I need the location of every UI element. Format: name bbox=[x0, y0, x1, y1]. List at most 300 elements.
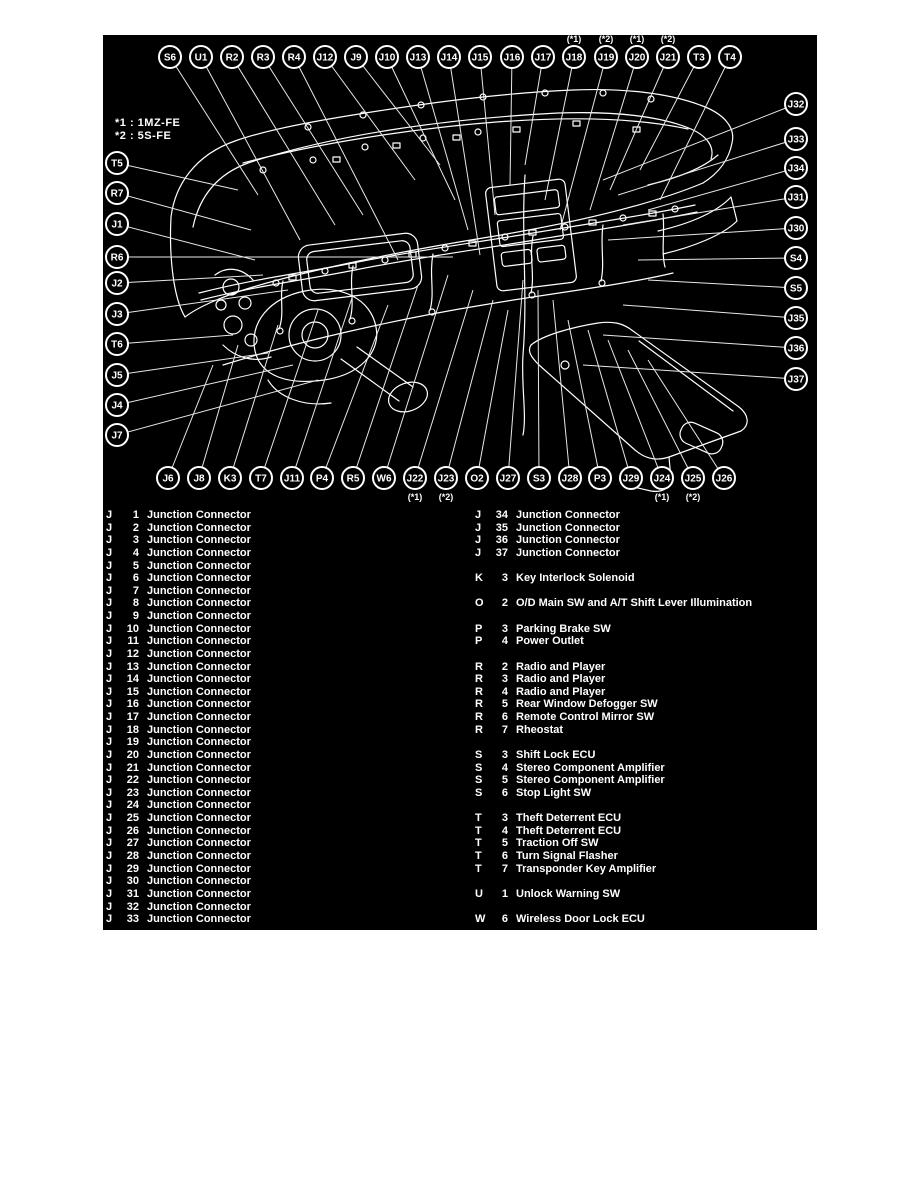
legend-name: Junction Connector bbox=[147, 736, 251, 749]
legend-row-J30 bbox=[106, 875, 251, 887]
callout-engine-note: (*1) bbox=[407, 492, 423, 502]
legend-name: Traction Off SW bbox=[516, 837, 599, 850]
legend-letter: J bbox=[106, 698, 113, 711]
callout-label: J23 bbox=[437, 473, 455, 485]
callout-label: J22 bbox=[406, 473, 424, 485]
legend-row-S5 bbox=[475, 774, 665, 786]
legend-name: Stereo Component Amplifier bbox=[516, 761, 665, 774]
legend-num: 7 bbox=[501, 862, 508, 875]
legend-row-W6 bbox=[475, 913, 645, 925]
legend-row-J7 bbox=[106, 585, 251, 597]
legend-row-J16 bbox=[106, 698, 251, 710]
engine-code-note-line2: *2 : 5S-FE bbox=[115, 130, 172, 142]
legend-name: Turn Signal Flasher bbox=[516, 850, 618, 862]
legend-num: 6 bbox=[132, 572, 139, 585]
callout-label: S3 bbox=[532, 473, 546, 485]
legend-letter: J bbox=[106, 584, 113, 597]
legend-row-T6 bbox=[475, 850, 618, 862]
legend-row-P4 bbox=[475, 635, 584, 647]
legend-row-J6 bbox=[106, 572, 251, 584]
legend-name: Junction Connector bbox=[147, 584, 251, 597]
legend-letter: J bbox=[106, 647, 113, 660]
legend-row-S4 bbox=[475, 762, 665, 774]
legend-name: Junction Connector bbox=[147, 824, 251, 837]
legend-letter: W bbox=[475, 913, 486, 926]
legend-row-J9 bbox=[106, 610, 251, 622]
legend-letter: S bbox=[475, 774, 483, 787]
legend-num: 1 bbox=[132, 509, 139, 521]
legend-row-J10 bbox=[106, 623, 251, 635]
legend-num: 9 bbox=[132, 610, 139, 623]
callout-label: U1 bbox=[194, 52, 208, 64]
legend-row-T5 bbox=[475, 837, 599, 849]
legend-row-J27 bbox=[106, 837, 251, 849]
legend-num: 4 bbox=[501, 761, 508, 774]
legend-letter: J bbox=[106, 799, 113, 812]
callout-label: S6 bbox=[163, 52, 177, 64]
legend-name: Junction Connector bbox=[147, 812, 251, 825]
legend-row-J20 bbox=[106, 749, 251, 761]
callout-label: J31 bbox=[787, 192, 805, 204]
legend-row-J2 bbox=[106, 522, 251, 534]
callout-label: J36 bbox=[787, 343, 805, 355]
legend-name: Junction Connector bbox=[147, 521, 251, 534]
legend-row-J34 bbox=[475, 509, 620, 521]
legend-name: O/D Main SW and A/T Shift Lever Illumination bbox=[516, 597, 753, 610]
legend-num: 29 bbox=[126, 862, 139, 875]
legend-num: 17 bbox=[126, 711, 139, 724]
callout-label: J28 bbox=[561, 473, 579, 485]
legend-letter: O bbox=[475, 597, 484, 610]
callout-label: S4 bbox=[789, 253, 803, 265]
legend-num: 24 bbox=[126, 799, 139, 812]
legend-num: 5 bbox=[501, 698, 508, 711]
callout-label: J34 bbox=[787, 163, 805, 175]
legend-letter: J bbox=[106, 850, 113, 862]
callout-engine-note: (*1) bbox=[566, 35, 582, 44]
legend-row-J32 bbox=[106, 901, 251, 913]
legend-name: Junction Connector bbox=[147, 546, 251, 559]
callout-label: J15 bbox=[471, 52, 489, 64]
callout-label: J20 bbox=[628, 52, 646, 64]
legend-letter: J bbox=[106, 711, 113, 724]
legend-letter: J bbox=[106, 546, 113, 559]
legend-num: 6 bbox=[501, 786, 508, 799]
legend-num: 20 bbox=[126, 748, 139, 761]
callout-label: J13 bbox=[409, 52, 427, 64]
callout-engine-note: (*2) bbox=[685, 492, 701, 502]
legend-num: 3 bbox=[501, 812, 508, 825]
callout-label: J2 bbox=[111, 278, 123, 290]
callout-label: O2 bbox=[470, 473, 484, 485]
legend-row-J13 bbox=[106, 661, 251, 673]
legend-name: Junction Connector bbox=[147, 534, 251, 547]
legend-row-T4 bbox=[475, 825, 621, 837]
legend-row-J22 bbox=[106, 774, 251, 786]
legend-name: Stereo Component Amplifier bbox=[516, 774, 665, 787]
legend-num: 25 bbox=[126, 812, 139, 825]
legend-row-S3 bbox=[475, 749, 595, 761]
legend-row-R3 bbox=[475, 673, 605, 685]
legend-letter: J bbox=[106, 887, 113, 900]
legend-row-J29 bbox=[106, 863, 251, 875]
callout-label: J9 bbox=[350, 52, 362, 64]
legend-row-R4 bbox=[475, 686, 605, 698]
legend-num: 5 bbox=[132, 559, 139, 572]
legend-row-R6 bbox=[475, 711, 654, 723]
legend-name: Unlock Warning SW bbox=[516, 887, 621, 900]
callout-label: J37 bbox=[787, 374, 805, 386]
legend-letter: J bbox=[106, 862, 113, 875]
legend-name: Junction Connector bbox=[516, 534, 620, 547]
callout-engine-note: (*1) bbox=[629, 35, 645, 44]
component-legend bbox=[103, 35, 817, 930]
legend-num: 6 bbox=[501, 711, 508, 724]
legend-name: Radio and Player bbox=[516, 685, 606, 698]
legend-num: 16 bbox=[126, 698, 139, 711]
legend-num: 33 bbox=[126, 913, 139, 926]
callout-label: J26 bbox=[715, 473, 733, 485]
legend-name: Rear Window Defogger SW bbox=[516, 698, 658, 711]
legend-num: 1 bbox=[501, 887, 508, 900]
legend-letter: J bbox=[106, 913, 113, 926]
legend-name: Power Outlet bbox=[516, 635, 584, 648]
legend-num: 31 bbox=[126, 887, 139, 900]
legend-letter: J bbox=[106, 673, 113, 686]
legend-letter: P bbox=[475, 622, 483, 635]
legend-name: Junction Connector bbox=[147, 799, 251, 812]
legend-row-J4 bbox=[106, 547, 251, 559]
callout-label: S5 bbox=[789, 283, 803, 295]
legend-letter: J bbox=[106, 509, 113, 521]
legend-num: 3 bbox=[501, 748, 508, 761]
callout-label: R3 bbox=[256, 52, 270, 64]
legend-num: 2 bbox=[501, 660, 508, 673]
legend-row-T3 bbox=[475, 812, 621, 824]
legend-name: Junction Connector bbox=[147, 685, 251, 698]
legend-name: Junction Connector bbox=[147, 786, 251, 799]
legend-row-J24 bbox=[106, 799, 251, 811]
legend-name: Junction Connector bbox=[516, 546, 620, 559]
legend-name: Junction Connector bbox=[147, 711, 251, 724]
legend-num: 4 bbox=[501, 685, 508, 698]
legend-letter: U bbox=[475, 887, 483, 900]
legend-num: 10 bbox=[126, 622, 139, 635]
callout-label: T6 bbox=[111, 339, 123, 351]
legend-letter: T bbox=[475, 837, 482, 850]
callout-label: T4 bbox=[724, 52, 736, 64]
callout-label: J29 bbox=[622, 473, 640, 485]
legend-letter: J bbox=[106, 837, 113, 850]
legend-num: 23 bbox=[126, 786, 139, 799]
legend-num: 7 bbox=[132, 584, 139, 597]
legend-letter: K bbox=[475, 572, 483, 585]
legend-name: Junction Connector bbox=[147, 837, 251, 850]
legend-num: 11 bbox=[127, 635, 139, 648]
legend-row-J31 bbox=[106, 888, 251, 900]
legend-letter: J bbox=[106, 723, 113, 736]
callout-label: J7 bbox=[111, 430, 123, 442]
callout-engine-note: (*1) bbox=[654, 492, 670, 502]
legend-name: Junction Connector bbox=[147, 622, 251, 635]
legend-row-J5 bbox=[106, 560, 251, 572]
legend-row-J23 bbox=[106, 787, 251, 799]
legend-num: 15 bbox=[126, 685, 139, 698]
callout-label: R6 bbox=[110, 252, 124, 264]
legend-name: Junction Connector bbox=[147, 635, 251, 648]
legend-row-S6 bbox=[475, 787, 591, 799]
legend-letter: J bbox=[106, 660, 113, 673]
legend-num: 4 bbox=[501, 635, 508, 648]
legend-name: Transponder Key Amplifier bbox=[516, 862, 657, 875]
legend-name: Junction Connector bbox=[147, 875, 251, 888]
callout-label: W6 bbox=[376, 473, 392, 485]
callout-label: T7 bbox=[255, 473, 267, 485]
legend-name: Junction Connector bbox=[147, 597, 251, 610]
legend-row-T7 bbox=[475, 863, 656, 875]
engine-code-note-line1: *1 : 1MZ-FE bbox=[115, 117, 181, 129]
legend-num: 4 bbox=[132, 546, 139, 559]
legend-row-R2 bbox=[475, 661, 605, 673]
legend-row-J37 bbox=[475, 547, 620, 559]
legend-letter: J bbox=[106, 521, 113, 534]
legend-name: Parking Brake SW bbox=[516, 622, 611, 635]
legend-name: Junction Connector bbox=[147, 862, 251, 875]
legend-num: 6 bbox=[501, 850, 508, 862]
legend-num: 2 bbox=[501, 597, 508, 610]
callout-label: J27 bbox=[499, 473, 517, 485]
callout-label: J33 bbox=[787, 134, 805, 146]
legend-name: Shift Lock ECU bbox=[516, 748, 596, 761]
callout-label: J3 bbox=[111, 309, 123, 321]
callout-label: J16 bbox=[503, 52, 521, 64]
legend-name: Junction Connector bbox=[147, 660, 251, 673]
callout-label: P4 bbox=[315, 473, 329, 485]
legend-letter: S bbox=[475, 786, 483, 799]
legend-letter: J bbox=[106, 685, 113, 698]
legend-name: Remote Control Mirror SW bbox=[516, 711, 655, 724]
legend-row-J35 bbox=[475, 522, 620, 534]
legend-name: Wireless Door Lock ECU bbox=[516, 913, 645, 926]
legend-row-J15 bbox=[106, 686, 251, 698]
legend-num: 19 bbox=[126, 736, 139, 749]
legend-row-J21 bbox=[106, 762, 251, 774]
legend-row-R7 bbox=[475, 724, 563, 736]
callout-label: R2 bbox=[225, 52, 239, 64]
legend-num: 6 bbox=[501, 913, 508, 926]
legend-name: Junction Connector bbox=[147, 900, 251, 913]
callout-label: J18 bbox=[565, 52, 583, 64]
callout-label: J30 bbox=[787, 223, 805, 235]
legend-row-J26 bbox=[106, 825, 251, 837]
callout-label: J19 bbox=[597, 52, 615, 64]
legend-letter: T bbox=[475, 812, 482, 825]
legend-name: Junction Connector bbox=[147, 610, 251, 623]
legend-letter: R bbox=[475, 698, 483, 711]
callout-label: R7 bbox=[110, 188, 124, 200]
legend-name: Rheostat bbox=[516, 723, 564, 736]
legend-row-J25 bbox=[106, 812, 251, 824]
legend-row-J19 bbox=[106, 736, 251, 748]
legend-num: 30 bbox=[126, 875, 139, 888]
legend-name: Radio and Player bbox=[516, 673, 606, 686]
callout-label: J12 bbox=[316, 52, 334, 64]
callout-label: T3 bbox=[693, 52, 705, 64]
legend-name: Junction Connector bbox=[147, 774, 251, 787]
legend-letter: J bbox=[106, 559, 113, 572]
callout-label: R4 bbox=[287, 52, 301, 64]
legend-name: Junction Connector bbox=[147, 509, 251, 521]
legend-letter: R bbox=[475, 673, 483, 686]
legend-letter: J bbox=[106, 875, 113, 888]
legend-num: 14 bbox=[126, 673, 139, 686]
legend-num: 32 bbox=[126, 900, 139, 913]
legend-num: 22 bbox=[126, 774, 139, 787]
legend-name: Radio and Player bbox=[516, 660, 606, 673]
legend-num: 21 bbox=[126, 761, 139, 774]
legend-num: 3 bbox=[501, 572, 508, 585]
legend-letter: R bbox=[475, 660, 483, 673]
legend-letter: J bbox=[106, 812, 113, 825]
legend-name: Junction Connector bbox=[147, 647, 251, 660]
legend-num: 3 bbox=[501, 673, 508, 686]
legend-letter: J bbox=[106, 635, 113, 648]
legend-num: 36 bbox=[495, 534, 508, 547]
legend-name: Junction Connector bbox=[147, 673, 251, 686]
legend-name: Junction Connector bbox=[147, 913, 251, 926]
callout-label: J1 bbox=[111, 219, 123, 231]
legend-letter: J bbox=[475, 546, 482, 559]
legend-letter: J bbox=[106, 774, 113, 787]
legend-name: Theft Deterrent ECU bbox=[516, 812, 622, 825]
callout-label: J8 bbox=[193, 473, 205, 485]
legend-letter: T bbox=[475, 862, 482, 875]
legend-row-J28 bbox=[106, 850, 251, 862]
legend-num: 35 bbox=[495, 521, 508, 534]
legend-row-R5 bbox=[475, 698, 658, 710]
callout-label: J24 bbox=[653, 473, 671, 485]
legend-name: Junction Connector bbox=[516, 521, 620, 534]
legend-num: 2 bbox=[132, 521, 139, 534]
legend-letter: J bbox=[106, 736, 113, 749]
legend-letter: S bbox=[475, 761, 483, 774]
legend-letter: J bbox=[106, 622, 113, 635]
legend-row-K3 bbox=[475, 572, 635, 584]
legend-letter: J bbox=[475, 509, 482, 521]
legend-name: Junction Connector bbox=[147, 850, 251, 862]
legend-row-J1 bbox=[106, 509, 251, 521]
legend-letter: J bbox=[106, 572, 113, 585]
legend-row-J33 bbox=[106, 913, 251, 925]
figure-panel bbox=[103, 35, 817, 930]
legend-name: Junction Connector bbox=[147, 698, 251, 711]
legend-num: 18 bbox=[126, 723, 139, 736]
legend-row-J14 bbox=[106, 673, 251, 685]
legend-num: 13 bbox=[126, 660, 139, 673]
legend-num: 5 bbox=[501, 837, 508, 850]
legend-num: 3 bbox=[501, 622, 508, 635]
legend-letter: J bbox=[106, 610, 113, 623]
callout-label: J17 bbox=[534, 52, 552, 64]
legend-num: 28 bbox=[126, 850, 139, 862]
legend-num: 26 bbox=[126, 824, 139, 837]
callout-label: J14 bbox=[440, 52, 458, 64]
legend-row-O2 bbox=[475, 597, 752, 609]
legend-letter: J bbox=[106, 761, 113, 774]
legend-letter: J bbox=[106, 534, 113, 547]
callout-label: J32 bbox=[787, 99, 805, 111]
legend-letter: S bbox=[475, 748, 483, 761]
legend-row-J18 bbox=[106, 724, 251, 736]
legend-num: 3 bbox=[132, 534, 139, 547]
legend-letter: J bbox=[106, 824, 113, 837]
legend-num: 7 bbox=[501, 723, 508, 736]
legend-letter: T bbox=[475, 850, 482, 862]
legend-letter: R bbox=[475, 685, 483, 698]
callout-engine-note: (*2) bbox=[598, 35, 614, 44]
legend-row-J8 bbox=[106, 597, 251, 609]
legend-num: 8 bbox=[132, 597, 139, 610]
legend-letter: J bbox=[106, 900, 113, 913]
legend-num: 5 bbox=[501, 774, 508, 787]
callout-label: J25 bbox=[684, 473, 702, 485]
legend-letter: R bbox=[475, 723, 483, 736]
legend-num: 4 bbox=[501, 824, 508, 837]
legend-row-J36 bbox=[475, 534, 620, 546]
legend-letter: T bbox=[475, 824, 482, 837]
callout-label: J4 bbox=[111, 400, 123, 412]
legend-num: 27 bbox=[126, 837, 139, 850]
legend-name: Junction Connector bbox=[147, 559, 251, 572]
legend-name: Junction Connector bbox=[147, 572, 251, 585]
legend-row-J3 bbox=[106, 534, 251, 546]
legend-num: 37 bbox=[495, 546, 508, 559]
legend-letter: J bbox=[106, 597, 113, 610]
legend-name: Stop Light SW bbox=[516, 786, 592, 799]
callout-label: J6 bbox=[162, 473, 174, 485]
legend-name: Junction Connector bbox=[147, 723, 251, 736]
legend-name: Theft Deterrent ECU bbox=[516, 824, 622, 837]
callout-label: R5 bbox=[346, 473, 360, 485]
legend-num: 34 bbox=[495, 509, 508, 521]
legend-name: Junction Connector bbox=[516, 509, 620, 521]
legend-row-J17 bbox=[106, 711, 251, 723]
legend-row-U1 bbox=[475, 888, 620, 900]
legend-row-P3 bbox=[475, 623, 611, 635]
callout-label: J35 bbox=[787, 313, 805, 325]
legend-letter: J bbox=[106, 748, 113, 761]
legend-letter: P bbox=[475, 635, 483, 648]
legend-name: Junction Connector bbox=[147, 748, 251, 761]
callout-label: J10 bbox=[378, 52, 396, 64]
legend-num: 12 bbox=[126, 647, 139, 660]
legend-letter: J bbox=[106, 786, 113, 799]
legend-name: Junction Connector bbox=[147, 887, 251, 900]
legend-row-J11 bbox=[106, 635, 251, 647]
callout-label: T5 bbox=[111, 158, 123, 170]
callout-label: K3 bbox=[223, 473, 237, 485]
callout-engine-note: (*2) bbox=[438, 492, 454, 502]
legend-name: Key Interlock Solenoid bbox=[516, 572, 635, 585]
legend-letter: R bbox=[475, 711, 483, 724]
callout-label: P3 bbox=[593, 473, 607, 485]
legend-row-J12 bbox=[106, 648, 251, 660]
callout-engine-note: (*2) bbox=[660, 35, 676, 44]
legend-name: Junction Connector bbox=[147, 761, 251, 774]
legend-letter: J bbox=[475, 521, 482, 534]
callout-label: J21 bbox=[659, 52, 677, 64]
callout-label: J5 bbox=[111, 370, 123, 382]
